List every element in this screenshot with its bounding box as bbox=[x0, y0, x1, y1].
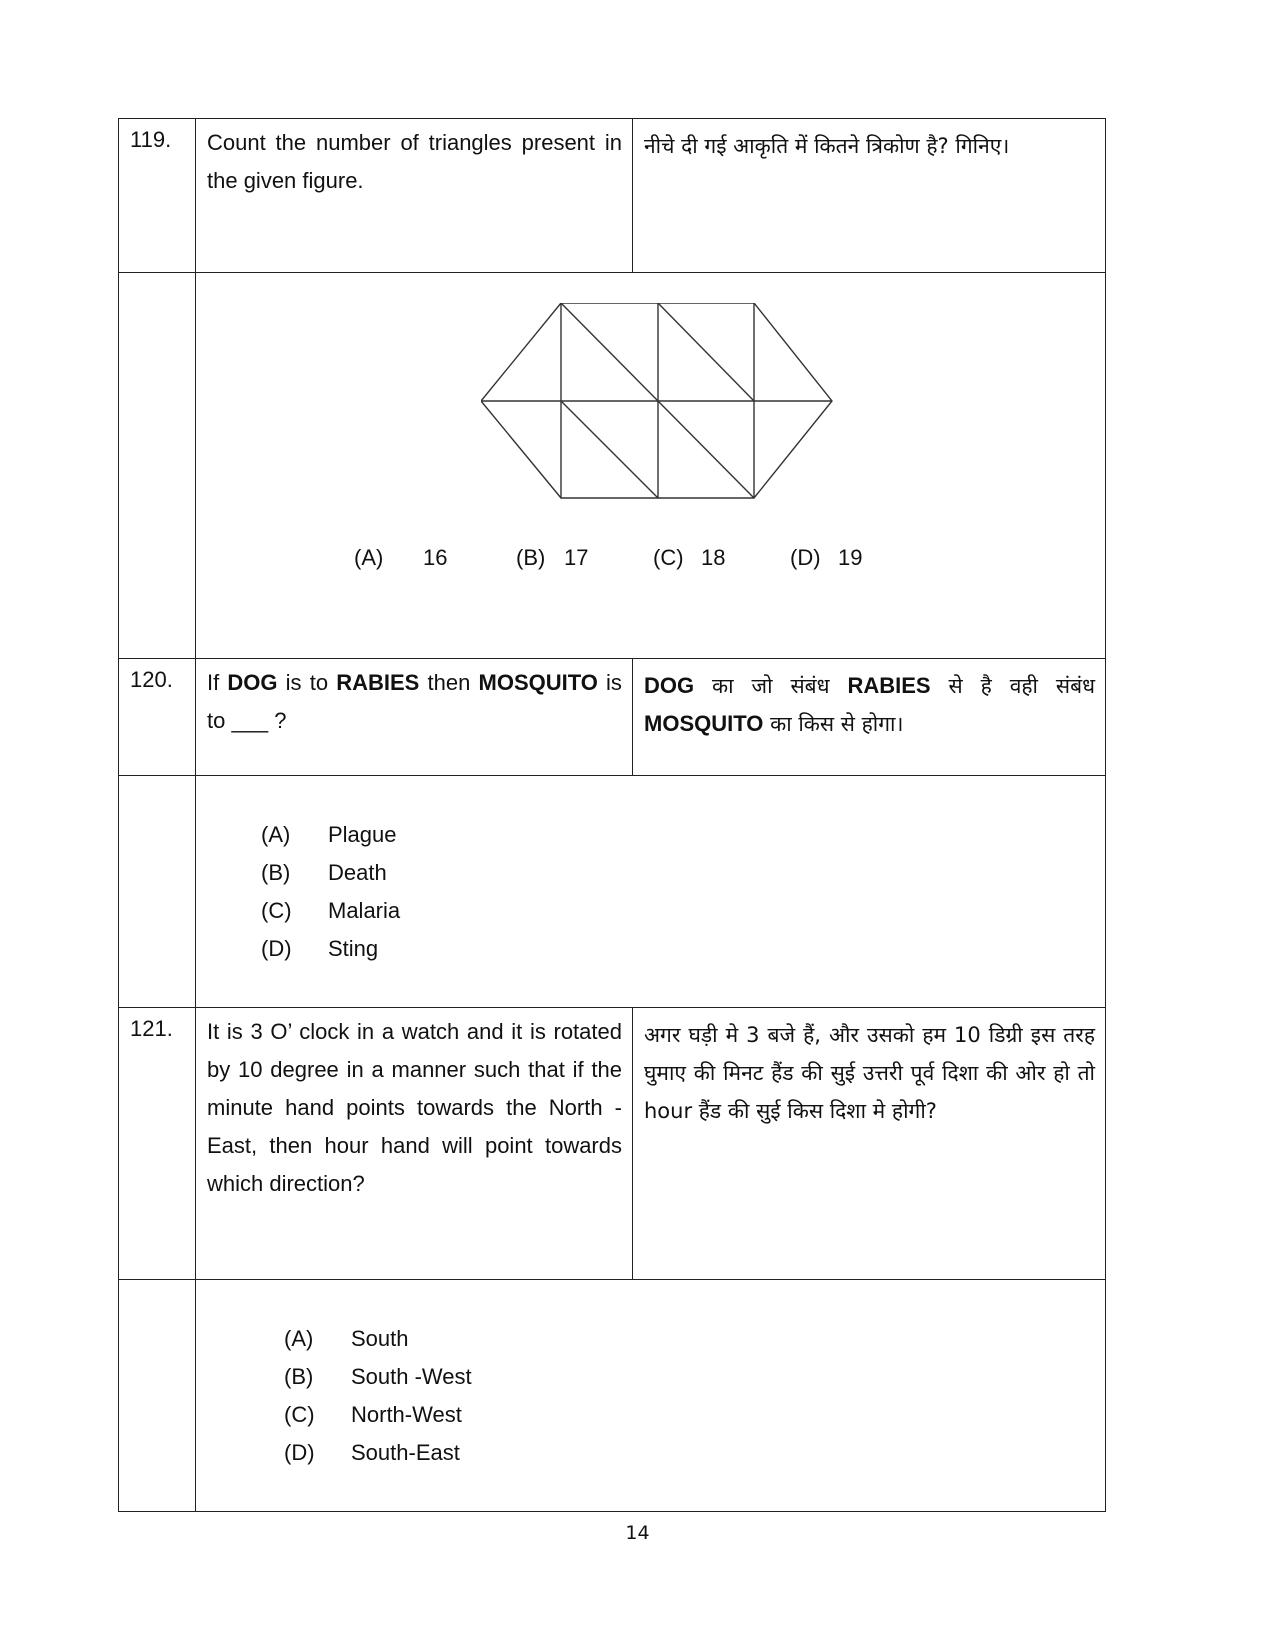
q119-option-b-value: 17 bbox=[564, 545, 589, 570]
q119-hindi-cell bbox=[633, 119, 1106, 273]
diagonal-lower-1 bbox=[561, 401, 658, 498]
q121-options bbox=[196, 1280, 1105, 1472]
q121-option-c: (C) North-West bbox=[284, 1402, 462, 1427]
q120-options-cell bbox=[196, 776, 1106, 1008]
q119-hindi-text: नीचे दी गई आकृति में कितने त्रिकोण है? गिनिए। bbox=[644, 134, 1010, 158]
q121-options-row bbox=[119, 1280, 1106, 1512]
q119-number-cell bbox=[119, 119, 196, 273]
q121-row bbox=[119, 1008, 1106, 1280]
triangle-figure bbox=[481, 303, 841, 508]
q119-blank-cell bbox=[119, 273, 196, 659]
q121-option-d: (D) South-East bbox=[284, 1440, 460, 1465]
q119-option-d-value: 19 bbox=[838, 545, 863, 570]
q119-english-cell bbox=[196, 119, 633, 273]
q120-row bbox=[119, 659, 1106, 776]
q120-option-d: (D) Sting bbox=[261, 936, 379, 961]
q120-option-a: (A) Plague bbox=[261, 822, 397, 847]
q119-figure-cell bbox=[196, 273, 1106, 659]
q120-hindi-cell bbox=[633, 659, 1106, 776]
q119-number: 119. bbox=[130, 127, 172, 152]
q120-english-cell bbox=[196, 659, 633, 776]
q119-option-c-value: 18 bbox=[701, 545, 726, 570]
page-number: 14 bbox=[625, 1522, 650, 1544]
q119-option-a-label: (A) bbox=[354, 545, 384, 570]
question-table bbox=[118, 118, 1106, 1512]
q120-english-text: If DOG is to RABIES then MOSQUITO is to ___ ? bbox=[207, 670, 622, 733]
q121-option-a: (A) South bbox=[284, 1326, 409, 1351]
q121-blank-cell bbox=[119, 1280, 196, 1512]
q121-options-cell bbox=[196, 1280, 1106, 1512]
q120-options-row bbox=[119, 776, 1106, 1008]
q119-english-text: Count the number of triangles present in the given figure. bbox=[207, 130, 622, 193]
q119-figure-row bbox=[119, 273, 1106, 659]
q119-option-c-label: (C) bbox=[653, 545, 684, 570]
q120-number: 120. bbox=[130, 667, 173, 692]
q119-option-a-value: 16 bbox=[423, 545, 448, 570]
q120-options bbox=[196, 776, 1105, 968]
q120-blank-cell bbox=[119, 776, 196, 1008]
q119-row bbox=[119, 119, 1106, 273]
q121-english-text: It is 3 O’ clock in a watch and it is rotated by 10 degree in a manner such that if the minute hand points towards the North - East, then hour hand will point towards which direction? bbox=[207, 1019, 622, 1196]
q121-number: 121. bbox=[130, 1016, 173, 1041]
diagonal-lower-2 bbox=[658, 401, 754, 498]
q120-number-cell bbox=[119, 659, 196, 776]
q121-english-cell bbox=[196, 1008, 633, 1280]
diagonal-upper-1 bbox=[561, 303, 658, 401]
q120-option-b: (B) Death bbox=[261, 860, 387, 885]
q120-hindi-text: DOG का जो संबंध RABIES से है वही संबंध MOSQUITO का किस से होगा। bbox=[644, 673, 1095, 736]
q121-hindi-cell bbox=[633, 1008, 1106, 1280]
diagonal-upper-2 bbox=[658, 303, 754, 401]
q119-option-b-label: (B) bbox=[516, 545, 546, 570]
q121-number-cell bbox=[119, 1008, 196, 1280]
q121-option-b: (B) South -West bbox=[284, 1364, 472, 1389]
q119-option-d-label: (D) bbox=[790, 545, 821, 570]
q121-hindi-text: अगर घड़ी मे 3 बजे हैं, और उसको हम 10 डिग्री इस तरह घुमाए की मिनट हैंड की सुई उत्तरी पूर्व दिशा की ओर हो तो hour हैंड की सुई किस दिशा मे होगी? bbox=[644, 1023, 1095, 1123]
q120-option-c: (C) Malaria bbox=[261, 898, 401, 923]
